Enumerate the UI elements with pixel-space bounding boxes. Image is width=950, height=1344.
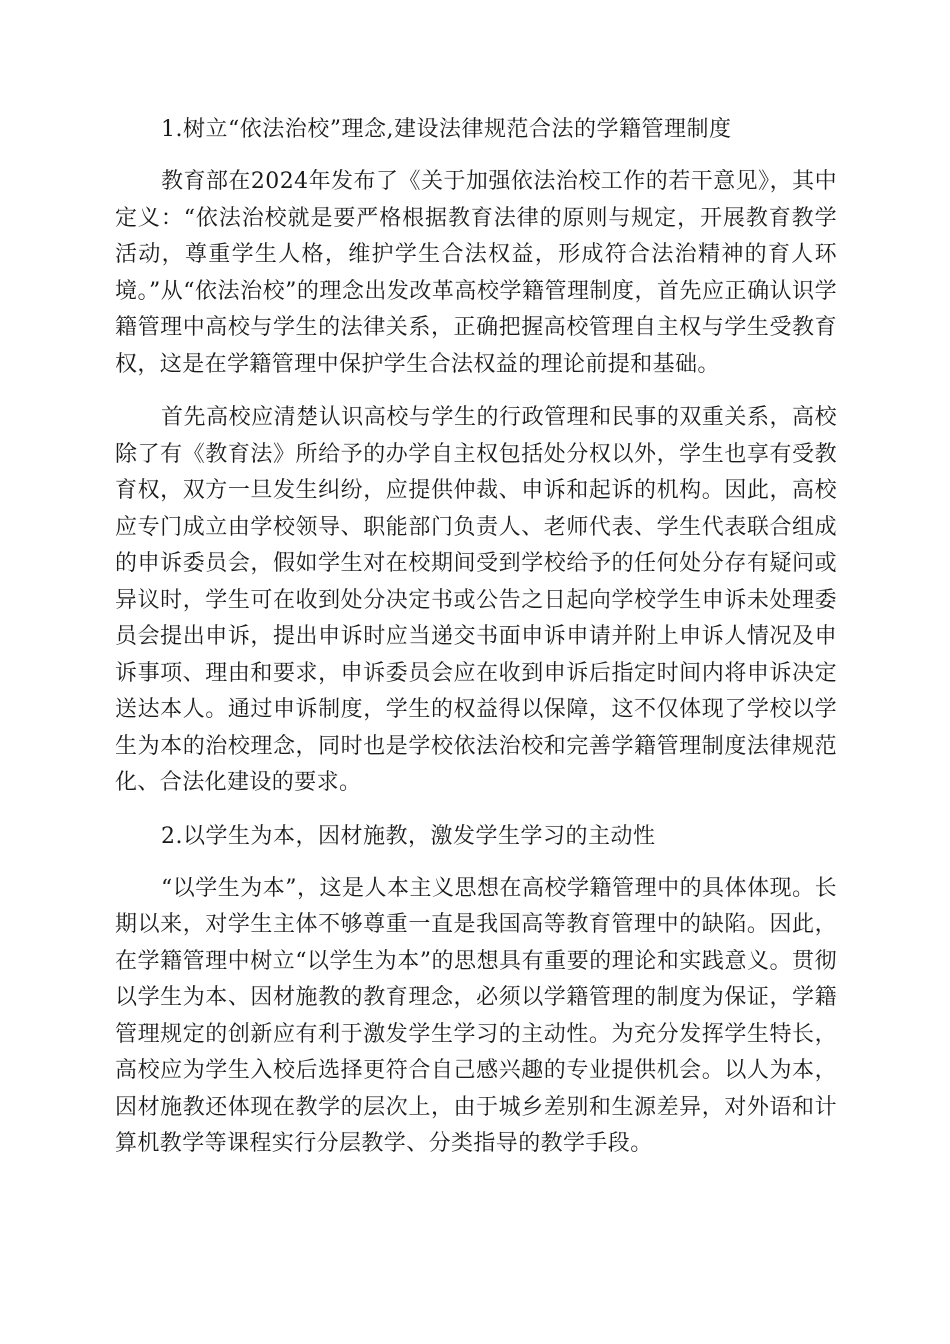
section-2-paragraph-1: “以学生为本”，这是人本主义思想在高校学籍管理中的具体体现。长期以来，对学生主体不够尊重一直是我国高等教育管理中的缺陷。因此，在学籍管理中树立“以学生为本”的思想具有重要的理论和实践意义。贯彻以学生为本、因材施教的教育理念，必须以学籍管理的制度为保证，学籍管理规定的创新应有利于激发学生学习的主动性。为充分发挥学生特长，高校应为学生入校后选择更符合自己感兴趣的专业提供机会。以人为本，因材施教还体现在教学的层次上，由于城乡差别和生源差异，对外语和计算机教学等课程实行分层教学、分类指导的教学手段。 — [115, 875, 837, 1156]
section-1-paragraph-1: 教育部在2024年发布了《关于加强依法治校工作的若干意见》，其中定义：“依法治校就是要严格根据教育法律的原则与规定，开展教育教学活动，尊重学生人格，维护学生合法权益，形成符合法治精神的育人环境。”从“依法治校”的理念出发改革高校学籍管理制度，首先应正确认识学籍管理中高校与学生的法律关系，正确把握高校管理自主权与学生受教育权，这是在学籍管理中保护学生合法权益的理论前提和基础。 — [115, 169, 837, 377]
section-1-paragraph-2: 首先高校应清楚认识高校与学生的行政管理和民事的双重关系，高校除了有《教育法》所给予的办学自主权包括处分权以外，学生也享有受教育权，双方一旦发生纠纷，应提供仲裁、申诉和起诉的机构。因此，高校应专门成立由学校领导、职能部门负责人、老师代表、学生代表联合组成的申诉委员会，假如学生对在校期间受到学校给予的任何处分存有疑问或异议时，学生可在收到处分决定书或公告之日起向学校学生申诉未处理委员会提出申诉，提出申诉时应当递交书面申诉申请并附上申诉人情况及申诉事项、理由和要求，申诉委员会应在收到申诉后指定时间内将申诉决定送达本人。通过申诉制度，学生的权益得以保障，这不仅体现了学校以学生为本的治校理念，同时也是学校依法治校和完善学籍管理制度法律规范化、合法化建设的要求。 — [115, 405, 837, 795]
section-2-heading: 2.以学生为本，因材施教，激发学生学习的主动性 — [161, 823, 656, 849]
section-1-heading: 1.树立“依法治校”理念,建设法律规范合法的学籍管理制度 — [161, 117, 732, 142]
document-body — [115, 112, 837, 1163]
